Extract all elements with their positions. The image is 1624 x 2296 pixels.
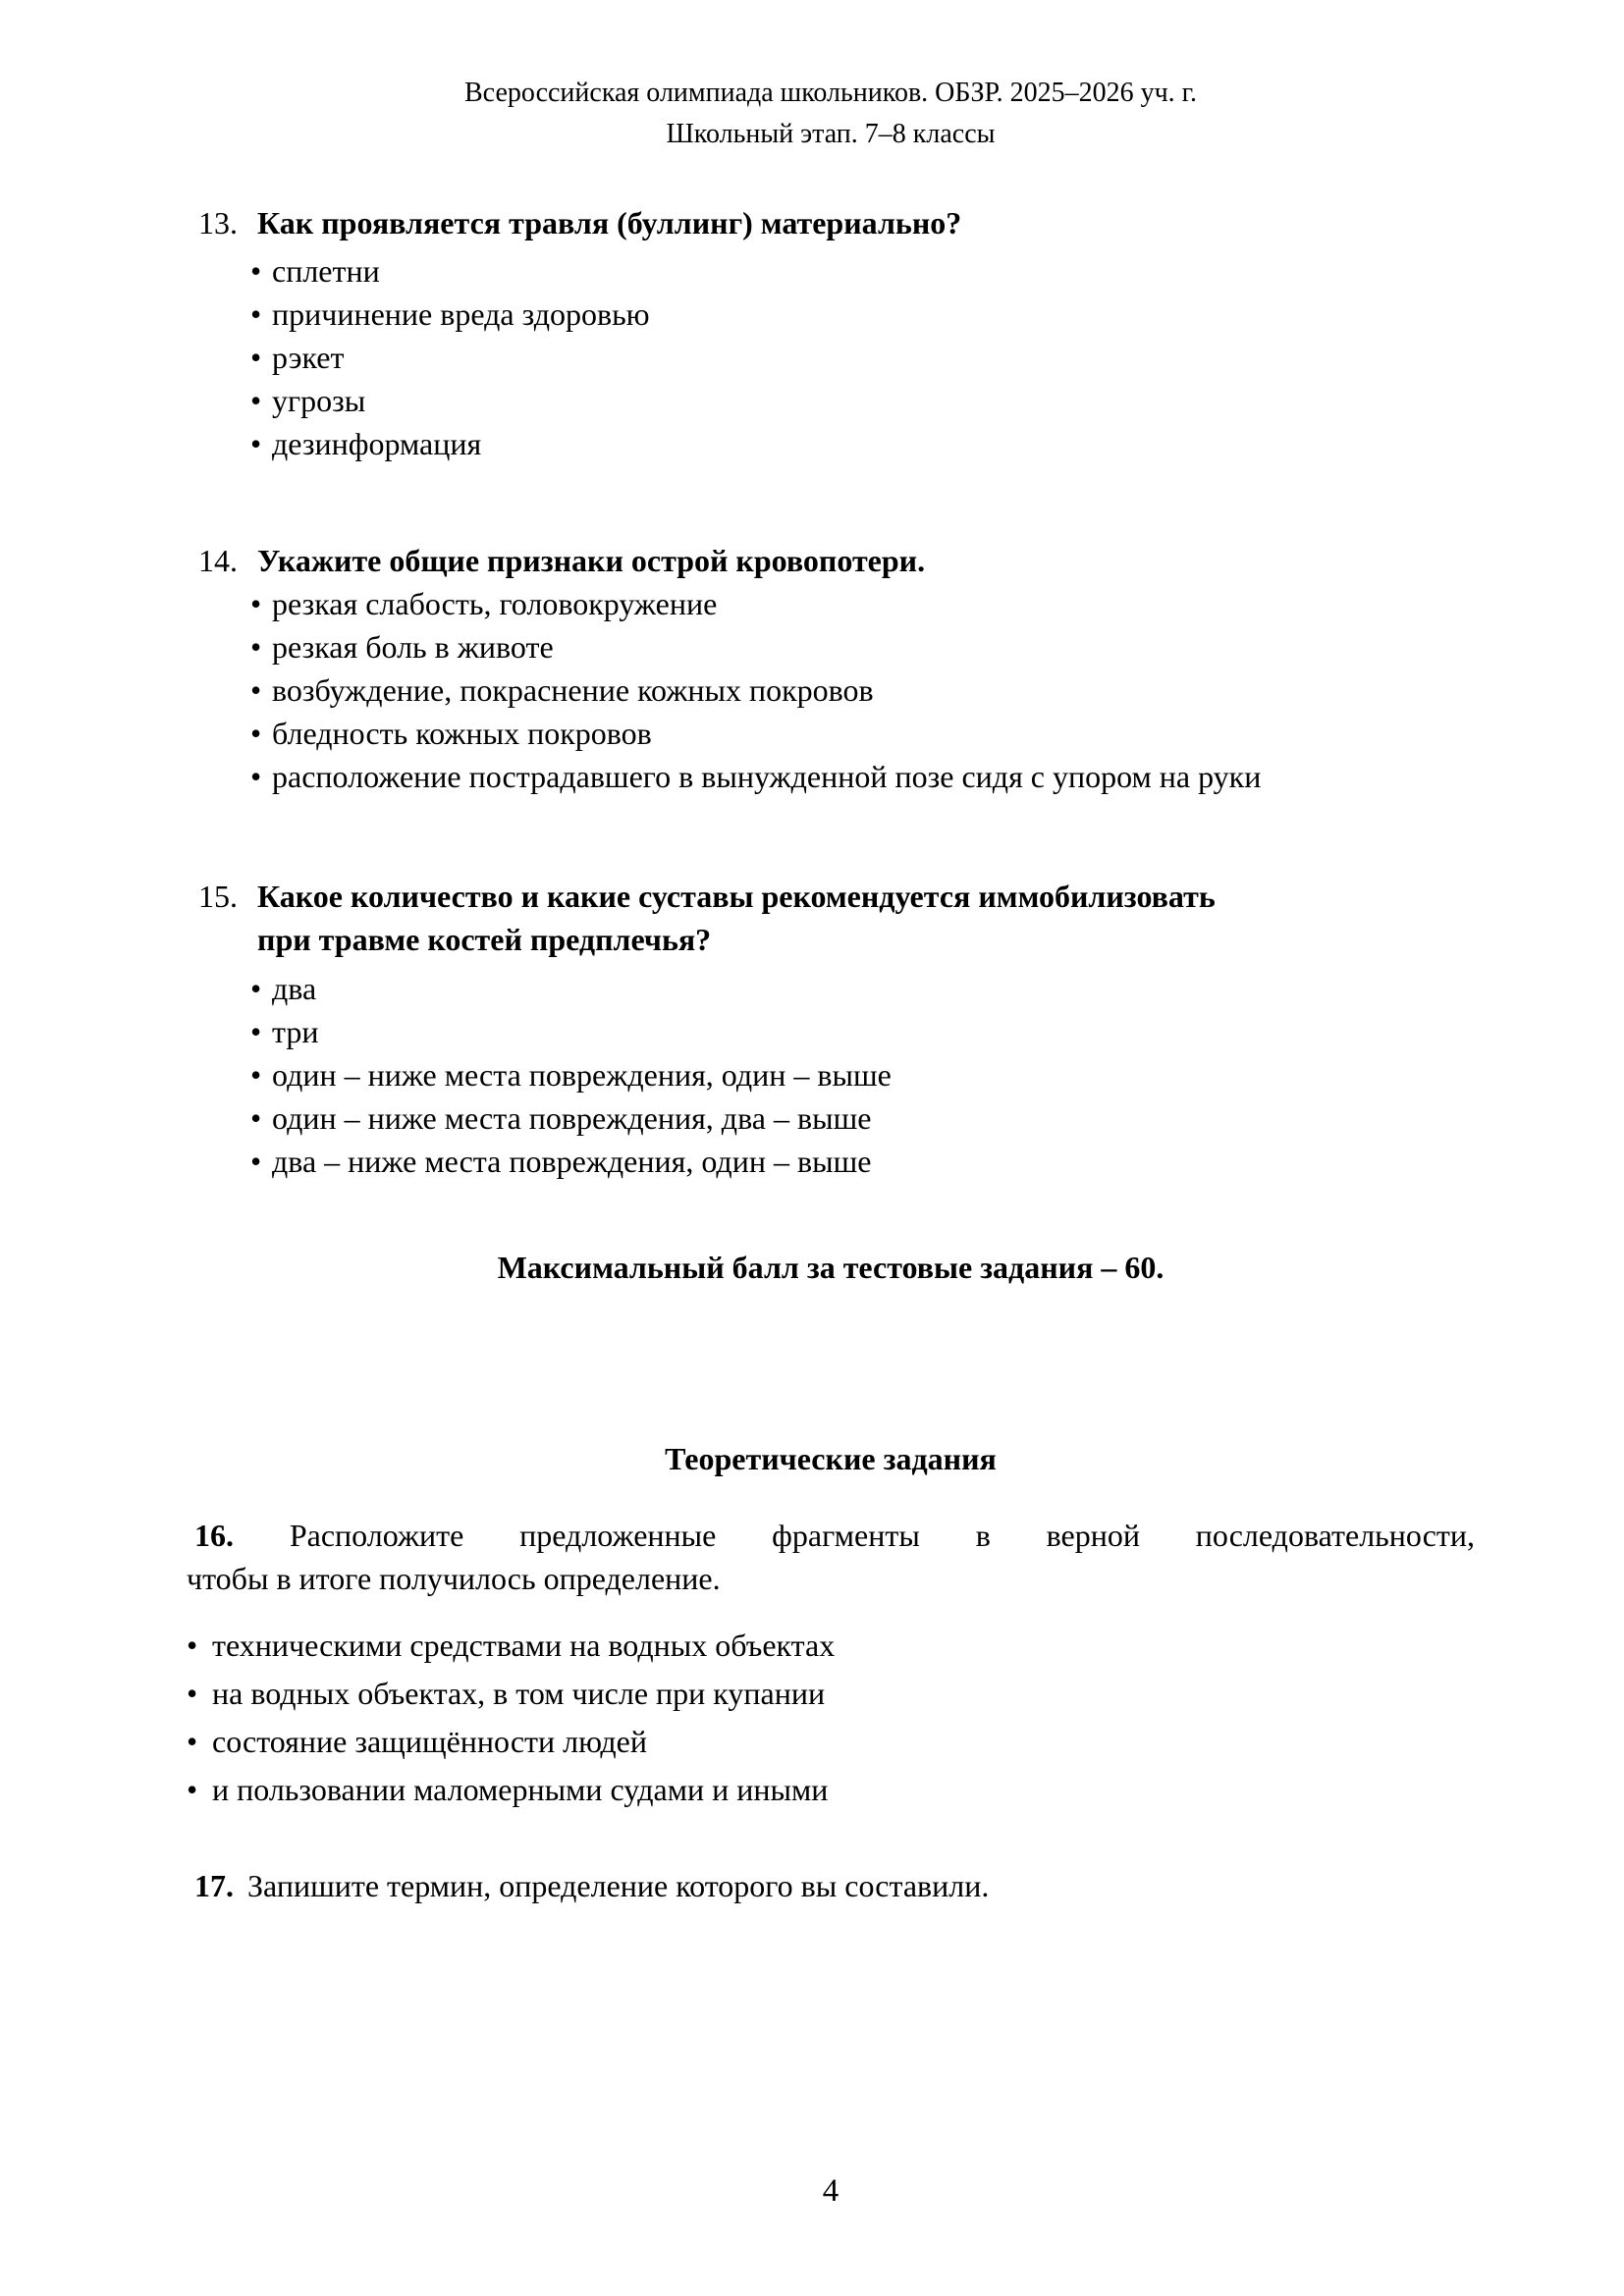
bullet-icon: • [250,1144,262,1179]
option [187,379,1475,422]
question-14-number: 14. [198,543,238,578]
bullet-icon: • [250,253,262,289]
bullet-icon: • [250,1057,262,1093]
bullet-icon: • [187,1724,198,1759]
section-title: Теоретические задания [665,1441,997,1476]
bullet-icon: • [250,716,262,751]
option [187,336,1475,379]
question-15-options [187,967,1475,1183]
option-text: резкая боль в животе [272,629,554,665]
question-15-text-line2: при травме костей предплечья? [257,922,712,957]
option-text: один – ниже места повреждения, один – выше [272,1057,892,1093]
fragment-text: на водных объектах, в том числе при купании [212,1676,826,1711]
question-16-text-line2: чтобы в итоге получилось определение. [187,1561,721,1596]
option-text: сплетни [272,253,380,289]
question-17-text: Запишите термин, определение которого вы составили. [247,1868,990,1903]
fragment-item [187,1672,1475,1715]
bullet-icon: • [250,1014,262,1049]
fragment-text: техническими средствами на водных объектах [212,1628,836,1663]
question-16-line1-text: Расположите предложенные фрагменты в верной последовательности, [289,1518,1476,1553]
option-text: два – ниже места повреждения, один – выше [272,1144,872,1179]
question-17 [187,1864,1475,1907]
page-number: 4 [822,2173,839,2209]
option-text: резкая слабость, головокружение [272,586,718,621]
question-13-title [187,201,1475,244]
fragment-item [187,1720,1475,1763]
fragment-text: состояние защищённости людей [212,1724,647,1759]
bullet-icon: • [250,296,262,332]
option-text: расположение пострадавшего в вынужденной позе сидя с упором на руки [272,759,1262,794]
question-14-options [187,582,1475,798]
option-text: причинение вреда здоровью [272,296,650,332]
bullet-icon: • [250,759,262,794]
question-15-text-line1: Какое количество и какие суставы рекомендуется иммобилизовать [257,879,1216,914]
question-14-text: Укажите общие признаки острой кровопотери. [257,543,926,578]
bullet-icon: • [187,1772,198,1807]
bullet-icon: • [250,1100,262,1136]
option-text: два [272,971,317,1006]
question-15-number: 15. [198,879,238,914]
option [187,1010,1475,1053]
option [187,668,1475,712]
option [187,1140,1475,1183]
question-16-text-line1 [187,1514,1475,1557]
bullet-icon: • [187,1676,198,1711]
option [187,755,1475,798]
fragment-text: и пользовании маломерными судами и иными [212,1772,829,1807]
bullet-icon: • [250,383,262,418]
option [187,582,1475,625]
option-text: возбуждение, покраснение кожных покровов [272,672,874,708]
running-header [187,73,1475,155]
option-text: три [272,1014,319,1049]
option [187,625,1475,668]
question-13-options [187,249,1475,465]
max-score-line: Максимальный балл за тестовые задания – 60. [497,1250,1164,1285]
option-text: один – ниже места повреждения, два – выше [272,1100,872,1136]
option-text: рэкет [272,340,345,375]
bullet-icon: • [250,340,262,375]
bullet-icon: • [250,426,262,461]
option [187,293,1475,336]
option [187,1096,1475,1140]
option [187,422,1475,465]
fragment-item [187,1768,1475,1811]
question-16-fragments [187,1624,1475,1811]
option-text: угрозы [272,383,366,418]
option [187,249,1475,293]
bullet-icon: • [187,1628,198,1663]
bullet-icon: • [250,629,262,665]
option-text: дезинформация [272,426,482,461]
question-14-title [187,539,1475,582]
question-15-title [187,875,1475,961]
bullet-icon: • [250,586,262,621]
bullet-icon: • [250,672,262,708]
header-line-1: Всероссийская олимпиада школьников. ОБЗР. 2025–2026 уч. г. [464,78,1197,108]
option [187,712,1475,755]
bullet-icon: • [250,971,262,1006]
header-line-2: Школьный этап. 7–8 классы [666,119,996,149]
fragment-item [187,1624,1475,1667]
option-text: бледность кожных покровов [272,716,652,751]
question-16-number: 16. [194,1518,234,1553]
question-13-text: Как проявляется травля (буллинг) материально? [257,205,962,240]
question-17-number: 17. [194,1868,234,1903]
question-13-number: 13. [198,205,238,240]
option [187,1053,1475,1096]
option [187,967,1475,1010]
